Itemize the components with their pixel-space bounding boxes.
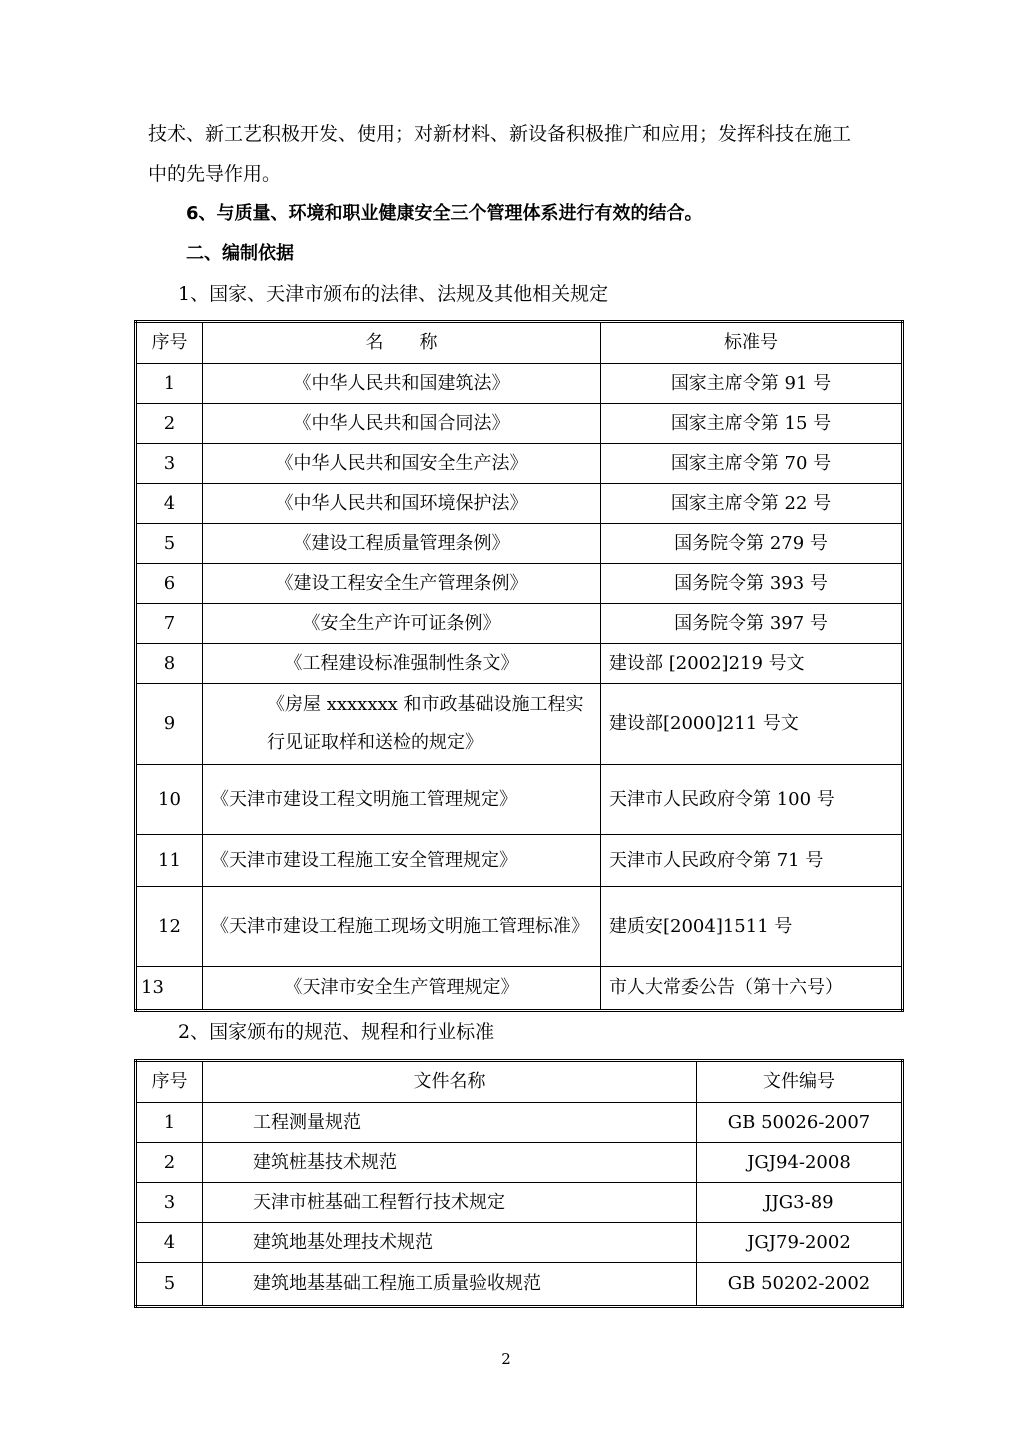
cell-name: 《中华人民共和国安全生产法》	[203, 444, 601, 484]
regulations-table	[134, 320, 904, 1012]
cell-name: 《中华人民共和国合同法》	[203, 404, 601, 444]
cell-code: GB 50202-2002	[697, 1263, 903, 1307]
cell-index: 9	[136, 684, 203, 765]
cell-name: 《工程建设标准强制性条文》	[203, 644, 601, 684]
cell-index: 6	[136, 564, 203, 604]
table-row	[136, 524, 903, 564]
table-row	[136, 1223, 903, 1263]
page-number: 2	[501, 1350, 511, 1368]
cell-code: GB 50026-2007	[697, 1103, 903, 1143]
cell-index: 5	[136, 524, 203, 564]
cell-name: 《天津市建设工程施工现场文明施工管理标准》	[203, 887, 601, 967]
table-row	[136, 1183, 903, 1223]
cell-name: 《中华人民共和国建筑法》	[203, 364, 601, 404]
table-row	[136, 835, 903, 887]
cell-index: 12	[136, 887, 203, 967]
table-row	[136, 644, 903, 684]
cell-name: 建筑桩基技术规范	[203, 1143, 697, 1183]
header-cell: 标准号	[601, 322, 903, 364]
cell-index: 11	[136, 835, 203, 887]
cell-code: 建设部[2000]211 号文	[601, 684, 903, 765]
cell-code: 国家主席令第 70 号	[601, 444, 903, 484]
cell-name: 《天津市安全生产管理规定》	[203, 967, 601, 1011]
cell-index: 13	[136, 967, 203, 1011]
cell-index: 2	[136, 1143, 203, 1183]
header-cell: 文件名称	[203, 1061, 697, 1103]
cell-name: 《中华人民共和国环境保护法》	[203, 484, 601, 524]
cell-code: 国家主席令第 15 号	[601, 404, 903, 444]
cell-code: JGJ94-2008	[697, 1143, 903, 1183]
paragraph-line: 技术、新工艺积极开发、使用；对新材料、新设备积极推广和应用；发挥科技在施工	[148, 123, 852, 145]
cell-index: 1	[136, 364, 203, 404]
cell-name: 《天津市建设工程施工安全管理规定》	[203, 835, 601, 887]
cell-name: 《天津市建设工程文明施工管理规定》	[203, 765, 601, 835]
table-row	[136, 684, 903, 765]
header-cell: 序号	[136, 322, 203, 364]
cell-code: JJG3-89	[697, 1183, 903, 1223]
table-row	[136, 765, 903, 835]
table-row	[136, 1103, 903, 1143]
cell-name: 建筑地基处理技术规范	[203, 1223, 697, 1263]
cell-name: 工程测量规范	[203, 1103, 697, 1143]
table-row	[136, 484, 903, 524]
header-cell: 名 称	[203, 322, 601, 364]
table-header-row	[136, 1061, 903, 1103]
cell-code: 国务院令第 397 号	[601, 604, 903, 644]
table-row	[136, 887, 903, 967]
paragraph-line: 中的先导作用。	[148, 163, 282, 185]
section-heading: 二、编制依据	[186, 243, 294, 264]
cell-index: 1	[136, 1103, 203, 1143]
cell-name: 《安全生产许可证条例》	[203, 604, 601, 644]
header-cell: 文件编号	[697, 1061, 903, 1103]
cell-index: 7	[136, 604, 203, 644]
cell-index: 2	[136, 404, 203, 444]
table-header-row	[136, 322, 903, 364]
header-cell: 序号	[136, 1061, 203, 1103]
table-row	[136, 364, 903, 404]
cell-code: 国务院令第 393 号	[601, 564, 903, 604]
table-row	[136, 604, 903, 644]
table-row	[136, 404, 903, 444]
cell-name: 天津市桩基础工程暂行技术规定	[203, 1183, 697, 1223]
cell-index: 3	[136, 444, 203, 484]
table-row	[136, 444, 903, 484]
cell-name: 《建设工程质量管理条例》	[203, 524, 601, 564]
subsection-heading: 2、国家颁布的规范、规程和行业标准	[178, 1021, 495, 1043]
cell-name: 建筑地基基础工程施工质量验收规范	[203, 1263, 697, 1307]
cell-index: 5	[136, 1263, 203, 1307]
table-row	[136, 1263, 903, 1307]
cell-code: 天津市人民政府令第 100 号	[601, 765, 903, 835]
cell-code: 国家主席令第 22 号	[601, 484, 903, 524]
cell-name: 《房屋 xxxxxxx 和市政基础设施工程实行见证取样和送检的规定》	[203, 684, 601, 765]
cell-code: 建设部 [2002]219 号文	[601, 644, 903, 684]
cell-code: 国家主席令第 91 号	[601, 364, 903, 404]
cell-index: 4	[136, 484, 203, 524]
cell-index: 4	[136, 1223, 203, 1263]
item-6-heading: 6、与质量、环境和职业健康安全三个管理体系进行有效的结合。	[186, 203, 703, 224]
cell-index: 10	[136, 765, 203, 835]
standards-table	[134, 1059, 904, 1308]
cell-code: JGJ79-2002	[697, 1223, 903, 1263]
cell-index: 8	[136, 644, 203, 684]
table-row	[136, 1143, 903, 1183]
table-row	[136, 564, 903, 604]
cell-code: 建质安[2004]1511 号	[601, 887, 903, 967]
cell-name: 《建设工程安全生产管理条例》	[203, 564, 601, 604]
cell-code: 市人大常委公告（第十六号）	[601, 967, 903, 1011]
cell-code: 天津市人民政府令第 71 号	[601, 835, 903, 887]
cell-code: 国务院令第 279 号	[601, 524, 903, 564]
cell-index: 3	[136, 1183, 203, 1223]
subsection-heading: 1、国家、天津市颁布的法律、法规及其他相关规定	[178, 283, 609, 305]
table-row	[136, 967, 903, 1011]
